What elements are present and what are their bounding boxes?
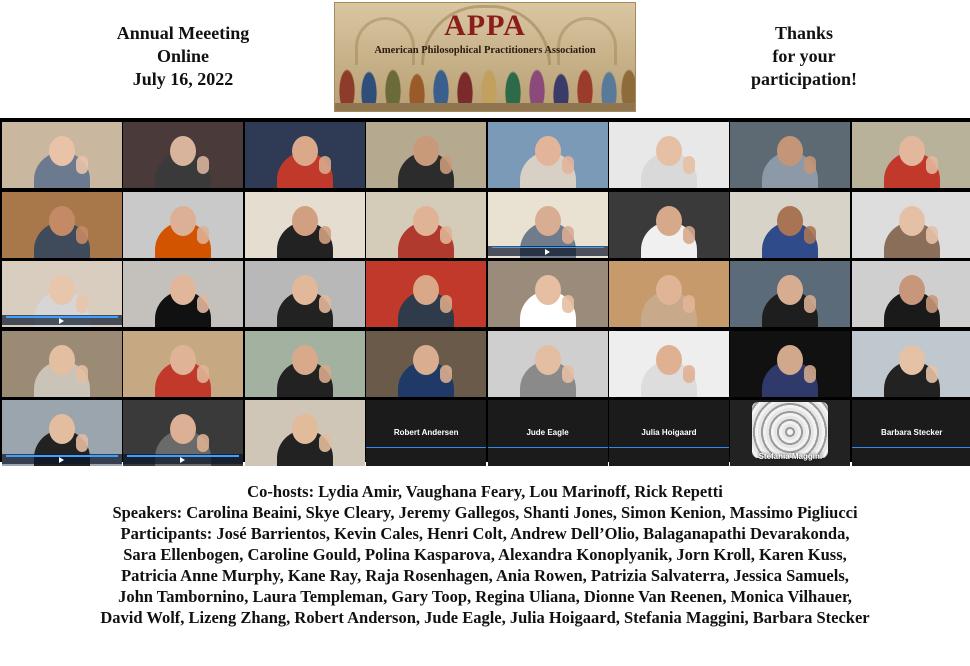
video-tile[interactable] [123,192,243,258]
participants-line: Patricia Anne Murphy, Kane Ray, Raja Rosenhagen, Ania Rowen, Patrizia Salvaterra, Jessica Samuels, [121,566,849,585]
video-tile[interactable] [245,331,365,397]
clapping-hands [440,365,452,383]
participant-name: Robert Andersen [393,428,459,437]
play-icon[interactable] [59,318,64,324]
video-tile[interactable] [852,331,970,397]
participant-head [535,206,561,236]
clapping-hands [804,295,816,313]
clapping-hands [197,365,209,383]
clapping-hands [197,434,209,452]
video-tile[interactable] [2,400,122,466]
participant-head [899,136,925,166]
clapping-hands [562,365,574,383]
clapping-hands [319,295,331,313]
clapping-hands [926,156,938,174]
video-tile-off[interactable] [852,400,970,466]
video-tile-off[interactable] [488,400,608,466]
video-gallery-grid [0,118,970,462]
clapping-hands [683,226,695,244]
participant-head [49,345,75,375]
participant-name: Jude Eagle [526,428,569,437]
clapping-hands [197,156,209,174]
participant-name: Stefania Maggini [758,452,823,461]
video-tile[interactable] [730,192,850,258]
participant-head [292,136,318,166]
clapping-hands [926,226,938,244]
participant-head [292,414,318,444]
video-tile[interactable] [123,400,243,466]
thanks-line-1: Thanks [774,23,834,43]
participant-head [535,345,561,375]
play-icon[interactable] [545,249,550,255]
participants-line: Sara Ellenbogen, Caroline Gould, Polina Kasparova, Alexandra Konoplyanik, Jorn Kroll, Karen Kuss, [123,545,847,564]
speakers-line: Speakers: Carolina Beaini, Skye Cleary, Jeremy Gallegos, Shanti Jones, Simon Kenion, Massimo Pigliucci [112,503,858,522]
cohosts-line: Co-hosts: Lydia Amir, Vaughana Feary, Lou Marinoff, Rick Repetti [247,482,723,501]
video-tile[interactable] [366,331,486,397]
speaker-indicator [609,447,729,449]
participant-head [413,275,439,305]
video-tile[interactable] [123,331,243,397]
participant-head [777,345,803,375]
participant-head [535,136,561,166]
video-tile[interactable] [730,331,850,397]
video-tile[interactable] [123,261,243,327]
clapping-hands [440,156,452,174]
video-tile[interactable] [852,122,970,188]
participant-head [899,206,925,236]
video-tile[interactable] [609,122,729,188]
video-tile-off[interactable] [366,400,486,466]
video-tile[interactable] [2,122,122,188]
participant-head [49,206,75,236]
clapping-hands [319,365,331,383]
play-icon[interactable] [180,457,185,463]
clapping-hands [76,156,88,174]
media-player-bar[interactable] [123,454,243,464]
video-tile-off[interactable] [730,400,850,466]
video-tile[interactable] [730,261,850,327]
media-player-bar[interactable] [488,246,608,256]
clapping-hands [76,226,88,244]
video-tile-off[interactable] [609,400,729,466]
clapping-hands [440,295,452,313]
video-tile[interactable] [609,331,729,397]
video-tile[interactable] [366,192,486,258]
clapping-hands [319,434,331,452]
thanks-line-2: for your [772,46,836,66]
clapping-hands [804,156,816,174]
participants-line: John Tambornino, Laura Templeman, Gary Toop, Regina Uliana, Dionne Van Reenen, Monica Vilhauer, [118,587,852,606]
participant-head [49,275,75,305]
participant-head [49,136,75,166]
play-icon[interactable] [59,457,64,463]
clapping-hands [683,156,695,174]
video-tile[interactable] [2,261,122,327]
speaker-indicator [852,447,970,449]
participant-head [899,345,925,375]
participant-head [535,275,561,305]
clapping-hands [562,226,574,244]
meeting-info [88,22,278,91]
speaker-indicator [488,447,608,449]
clapping-hands [197,295,209,313]
video-tile[interactable] [609,261,729,327]
participants-line: David Wolf, Lizeng Zhang, Robert Anderson, Jude Eagle, Julia Hoigaard, Stefania Maggini, Barbara Stecker [100,608,870,627]
media-player-bar[interactable] [2,454,122,464]
participant-head [656,206,682,236]
participant-head [656,345,682,375]
participant-head [292,345,318,375]
participant-head [777,206,803,236]
clapping-hands [926,365,938,383]
clapping-hands [319,226,331,244]
video-tile[interactable] [245,261,365,327]
video-tile[interactable] [245,192,365,258]
video-tile[interactable] [123,122,243,188]
video-tile[interactable] [245,400,365,466]
participant-head [413,206,439,236]
video-tile[interactable] [2,331,122,397]
meeting-mode: Online [156,46,209,66]
video-tile[interactable] [852,192,970,258]
clapping-hands [804,226,816,244]
participant-name: Barbara Stecker [881,428,943,437]
video-tile[interactable] [488,192,608,258]
participant-credits [0,481,970,628]
video-tile[interactable] [366,261,486,327]
thanks-line-3: participation! [751,69,857,89]
logo-subtitle: American Philosophical Practitioners Association [374,45,596,56]
clapping-hands [804,365,816,383]
video-tile[interactable] [245,122,365,188]
video-tile[interactable] [366,122,486,188]
participant-head [899,275,925,305]
clapping-hands [76,434,88,452]
video-tile[interactable] [2,192,122,258]
speaker-indicator [366,447,486,449]
profile-picture [752,402,828,458]
participant-head [656,136,682,166]
clapping-hands [562,295,574,313]
clapping-hands [926,295,938,313]
participant-head [170,345,196,375]
video-tile[interactable] [852,261,970,327]
clapping-hands [440,226,452,244]
clapping-hands [76,295,88,313]
video-tile[interactable] [609,192,729,258]
participant-head [292,275,318,305]
participant-head [49,414,75,444]
appa-logo [334,2,636,112]
participant-head [656,275,682,305]
participants-line: Participants: José Barrientos, Kevin Cales, Henri Colt, Andrew Dell’Olio, Balaganapathi Devarakonda, [120,524,850,543]
participant-head [292,206,318,236]
participant-head [413,345,439,375]
meeting-title: Annual Meeeting [116,23,250,43]
clapping-hands [319,156,331,174]
participant-head [170,206,196,236]
clapping-hands [76,365,88,383]
logo-title: APPA [444,9,526,42]
participant-head [413,136,439,166]
video-tile[interactable] [488,331,608,397]
clapping-hands [683,295,695,313]
meeting-date: July 16, 2022 [132,69,234,89]
participant-name: Julia Hoigaard [641,428,697,437]
thanks-message [716,22,892,91]
video-tile[interactable] [488,261,608,327]
media-player-bar[interactable] [2,315,122,325]
video-tile[interactable] [488,122,608,188]
clapping-hands [683,365,695,383]
video-tile[interactable] [730,122,850,188]
clapping-hands [562,156,574,174]
clapping-hands [197,226,209,244]
logo-floor [335,103,635,111]
